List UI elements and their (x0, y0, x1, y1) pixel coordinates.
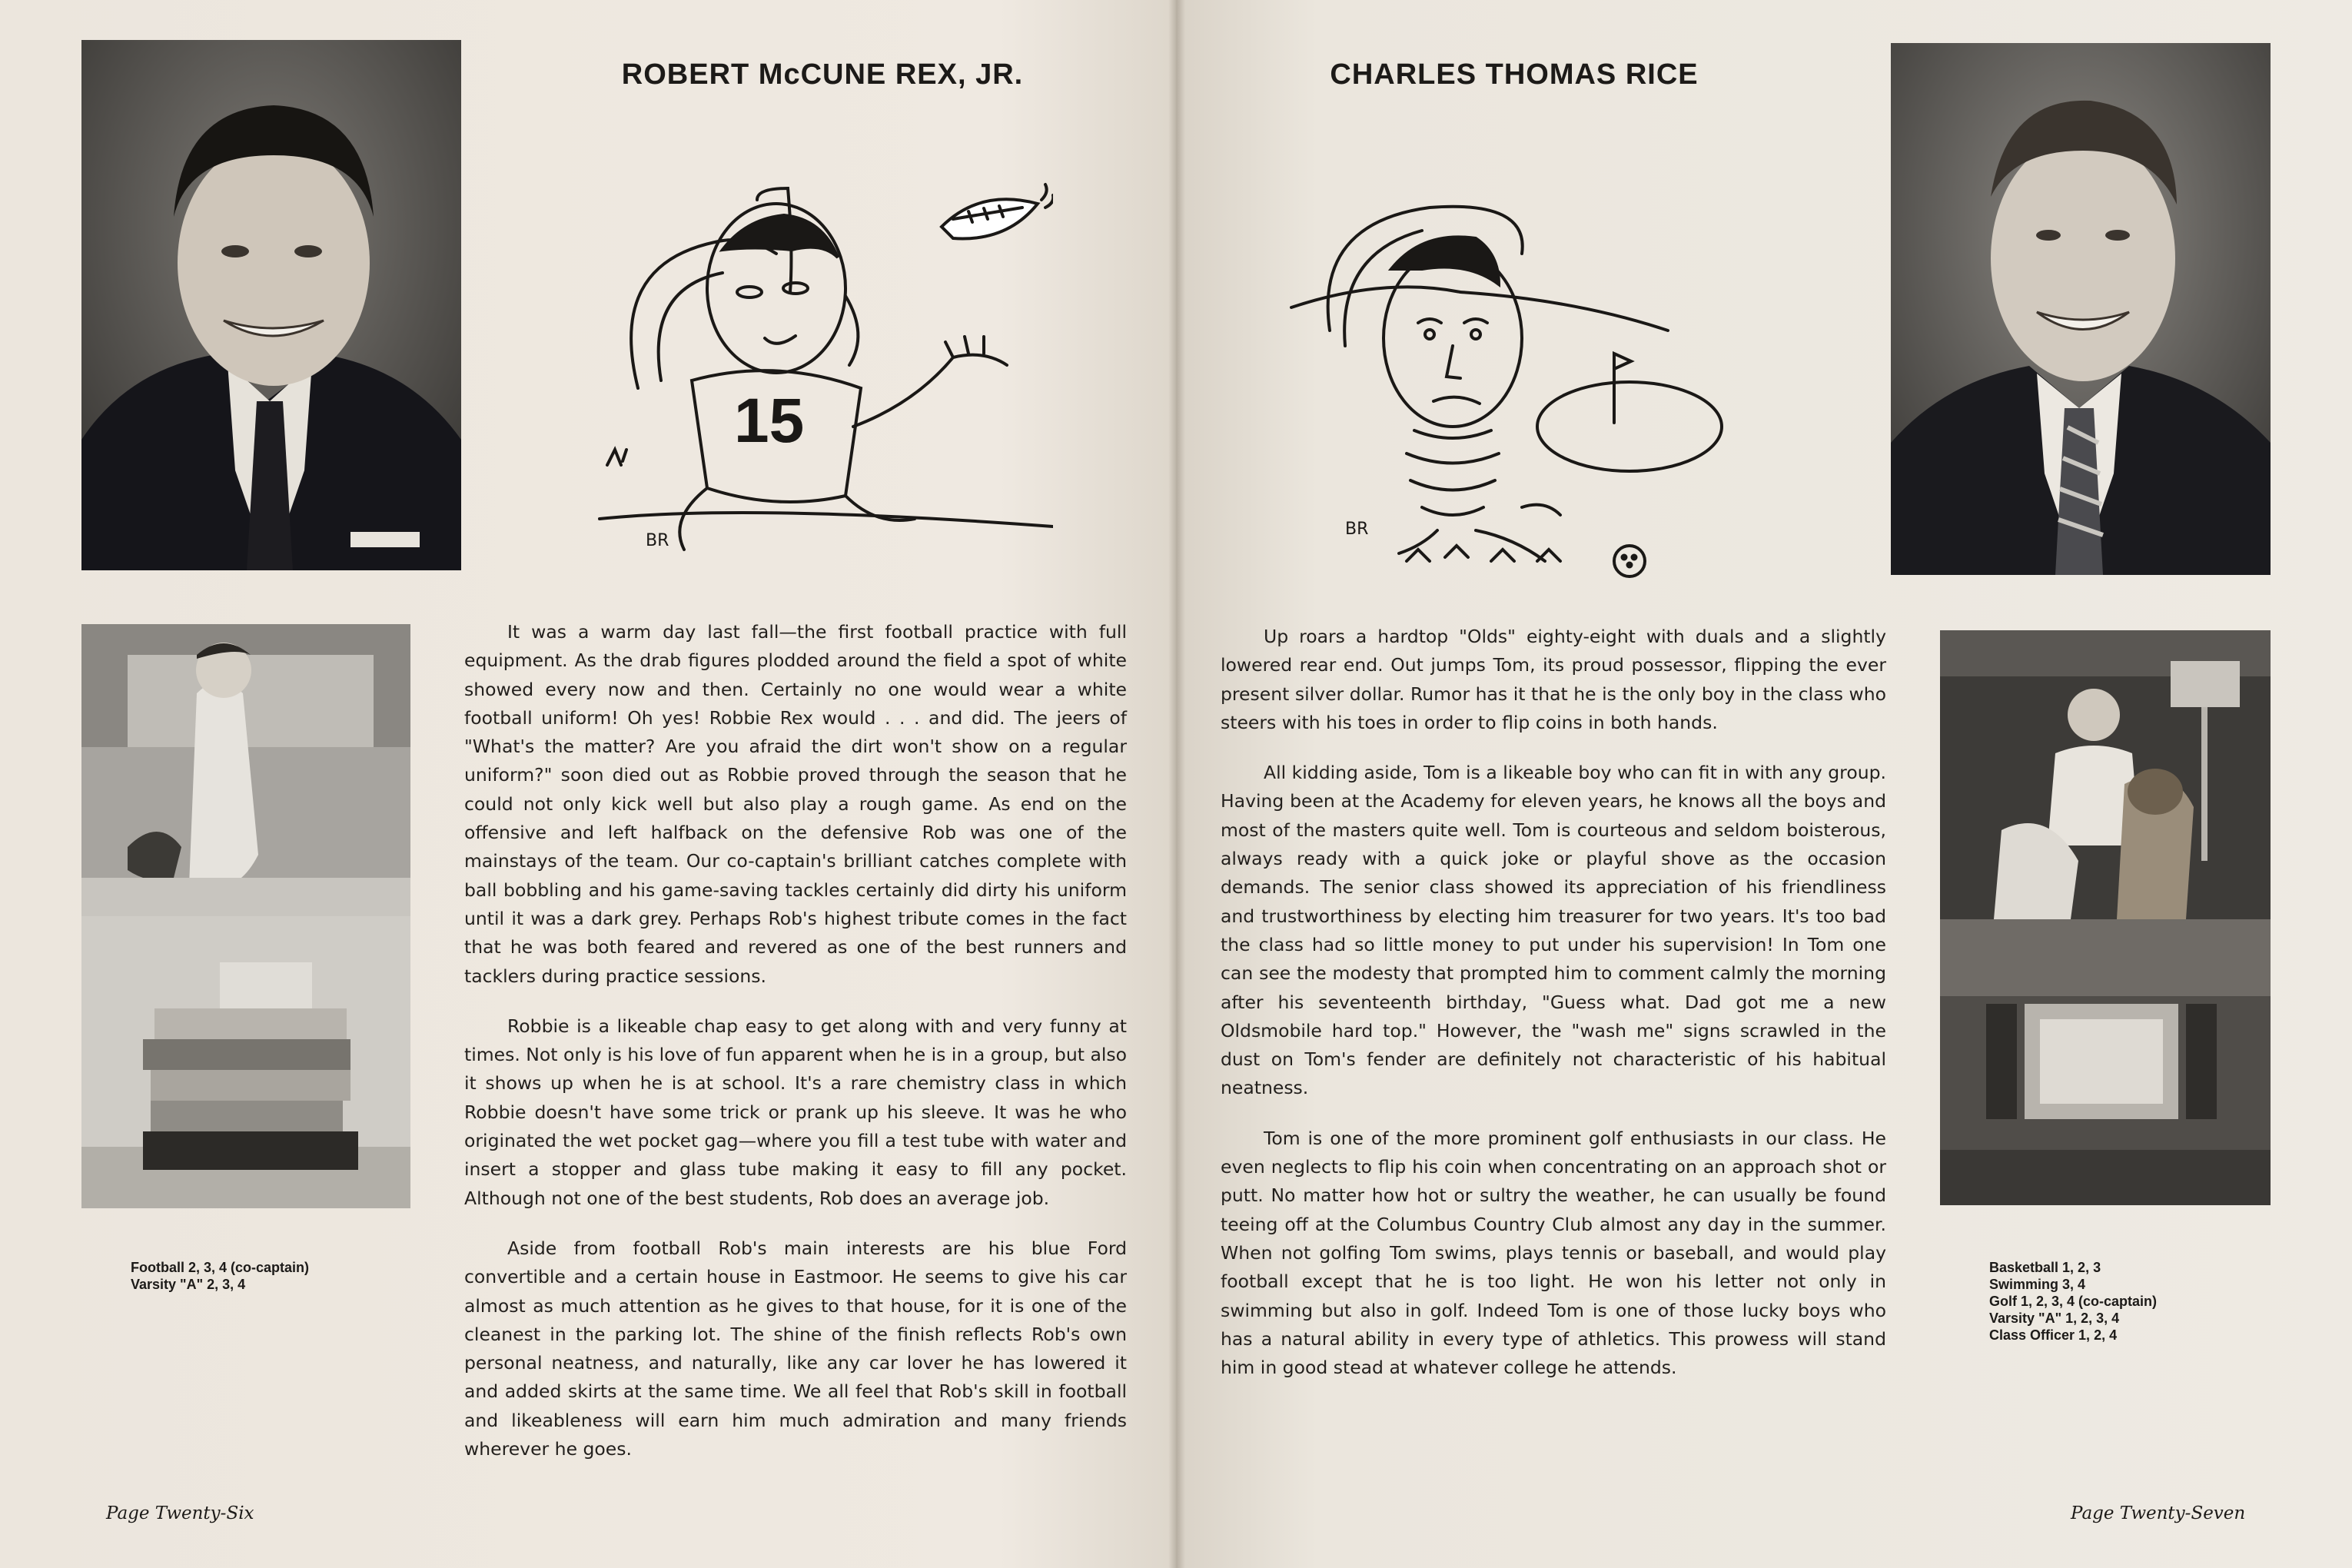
candid-photo-dog (81, 624, 410, 916)
candid-photo-with-dog (1940, 630, 2271, 919)
activity-item: Basketball 1, 2, 3 (1989, 1260, 2101, 1275)
biography-paragraph: Up roars a hardtop "Olds" eighty-eight with duals and a slightly lowered rear end. Out jumps Tom, its proud possessor, flipping the ever present silver dollar. Rumor has it that he is the only boy in the class who steers with his toes in order to flip coins in both hands. (1221, 626, 1886, 733)
activities-list (131, 1259, 438, 1293)
golf-flag-icon (1614, 354, 1631, 423)
candid-photo-books (81, 916, 410, 1208)
biography-text (464, 618, 1127, 1485)
cartoon-signature: BR (646, 531, 669, 550)
student-name: ROBERT McCUNE REX, JR. (621, 58, 1024, 91)
activities-list (1989, 1259, 2297, 1344)
golf-ball-icon (1614, 546, 1645, 576)
activity-item: Varsity "A" 1, 2, 3, 4 (1989, 1311, 2120, 1326)
biography-paragraph: Tom is one of the more prominent golf enthusiasts in our class. He even neglects to flip his coin when concentrating on an approach shot or putt. No matter how hot or sultry the weather, he can usually be found teeing off at the Columbus Country Club almost any day in the summer. When not golfing Tom swims, plays tennis or baseball, and would play football except that he is too light. He won his letter not only in swimming but also in golf. Indeed Tom is one of those lucky boys who has a natural ability in every type of athletics. This prowess will stand him in good stead at whatever college he attends. (1221, 1127, 1886, 1379)
student-name: CHARLES THOMAS RICE (1330, 58, 1699, 91)
biography-paragraph: Aside from football Rob's main interests are his blue Ford convertible and a certain house in Eastmoor. He seems to give his car almost as much attention as he gives to that house, for it is one of the cleanest in the parking lot. The shine of the finish reflects Rob's own personal neatness, and naturally, like any car lover he has lowered it and added skirts at the same time. We all feel that Rob's skill in football and likeableness will earn him much admiration and many friends wherever he goes. (464, 1237, 1127, 1460)
activity-item: Football 2, 3, 4 (co-captain) (131, 1260, 310, 1275)
cartoon-signature: BR (1345, 520, 1369, 539)
golfer-cartoon (1268, 177, 1745, 584)
activity-item: Swimming 3, 4 (1989, 1277, 2086, 1292)
biography-paragraph: All kidding aside, Tom is a likeable boy who can fit in with any group. Having been at the Academy for eleven years, he knows all the boys and most of the masters quite well. Tom is courteous and seldom boisterous, always ready with a quick joke or playful shove as the occasion demands. The senior class showed its appreciation of his friendliness and trustworthiness by electing him treasurer for two years. It's too bad the class had so little money to put under his supervision! In Tom one can see the modesty that prompted him to comment calmly the morning after his seventeenth birthday, "Guess what. Dad got me a new Oldsmobile hard top." However, the "wash me" signs scrawled in the dust on Tom's fender are definitely not characteristic of his habitual neatness. (1221, 762, 1886, 1099)
activity-item: Golf 1, 2, 3, 4 (co-captain) (1989, 1294, 2158, 1309)
jersey-number: 15 (734, 386, 805, 456)
activity-item: Varsity "A" 2, 3, 4 (131, 1277, 246, 1292)
activity-item: Class Officer 1, 2, 4 (1989, 1327, 2118, 1343)
page-number: Page Twenty-Six (106, 1503, 254, 1523)
portrait-robert-rex (81, 40, 461, 570)
candid-photo-house (1940, 919, 2271, 1205)
portrait-charles-rice (1891, 43, 2271, 575)
book-gutter (1168, 0, 1185, 1568)
biography-text (1221, 623, 1886, 1404)
biography-paragraph: Robbie is a likeable chap easy to get along with and very funny at times. Not only is his love of fun apparent when he is in a group, but also it shows up when he is at school. It's a rare chemistry class in which Robbie doesn't have some trick or prank up his sleeve. It was he who originated the wet pocket gag—where you fill a test tube with water and insert a stopper and glass tube making it easy to fill any pocket. Although not one of the best students, Rob does an average job. (464, 1015, 1127, 1209)
right-page (1176, 0, 2352, 1568)
biography-paragraph: It was a warm day last fall—the first football practice with full equipment. As the drab figures plodded around the field a spot of white showed every now and then. Certainly no one would wear a white football uniform! Oh yes! Robbie Rex would . . . and did. The jeers of "What's the matter? Are you afraid the dirt won't show on a regular uniform?" soon died out as Robbie proved through the season that he could not only kick well but also play a rough game. As end on the offensive and left halfback on the defensive Rob was one of the mainstays of the team. Our co-captain's brilliant catches complete with ball bobbling and his game-saving tackles certainly did dirty his uniform until it was a dark grey. Perhaps Rob's highest tribute comes in the fact that he was both feared and revered as one of the best runners and tacklers during practice sessions. (464, 621, 1127, 987)
page-number: Page Twenty-Seven (2071, 1503, 2246, 1523)
football-player-cartoon (592, 158, 1053, 557)
